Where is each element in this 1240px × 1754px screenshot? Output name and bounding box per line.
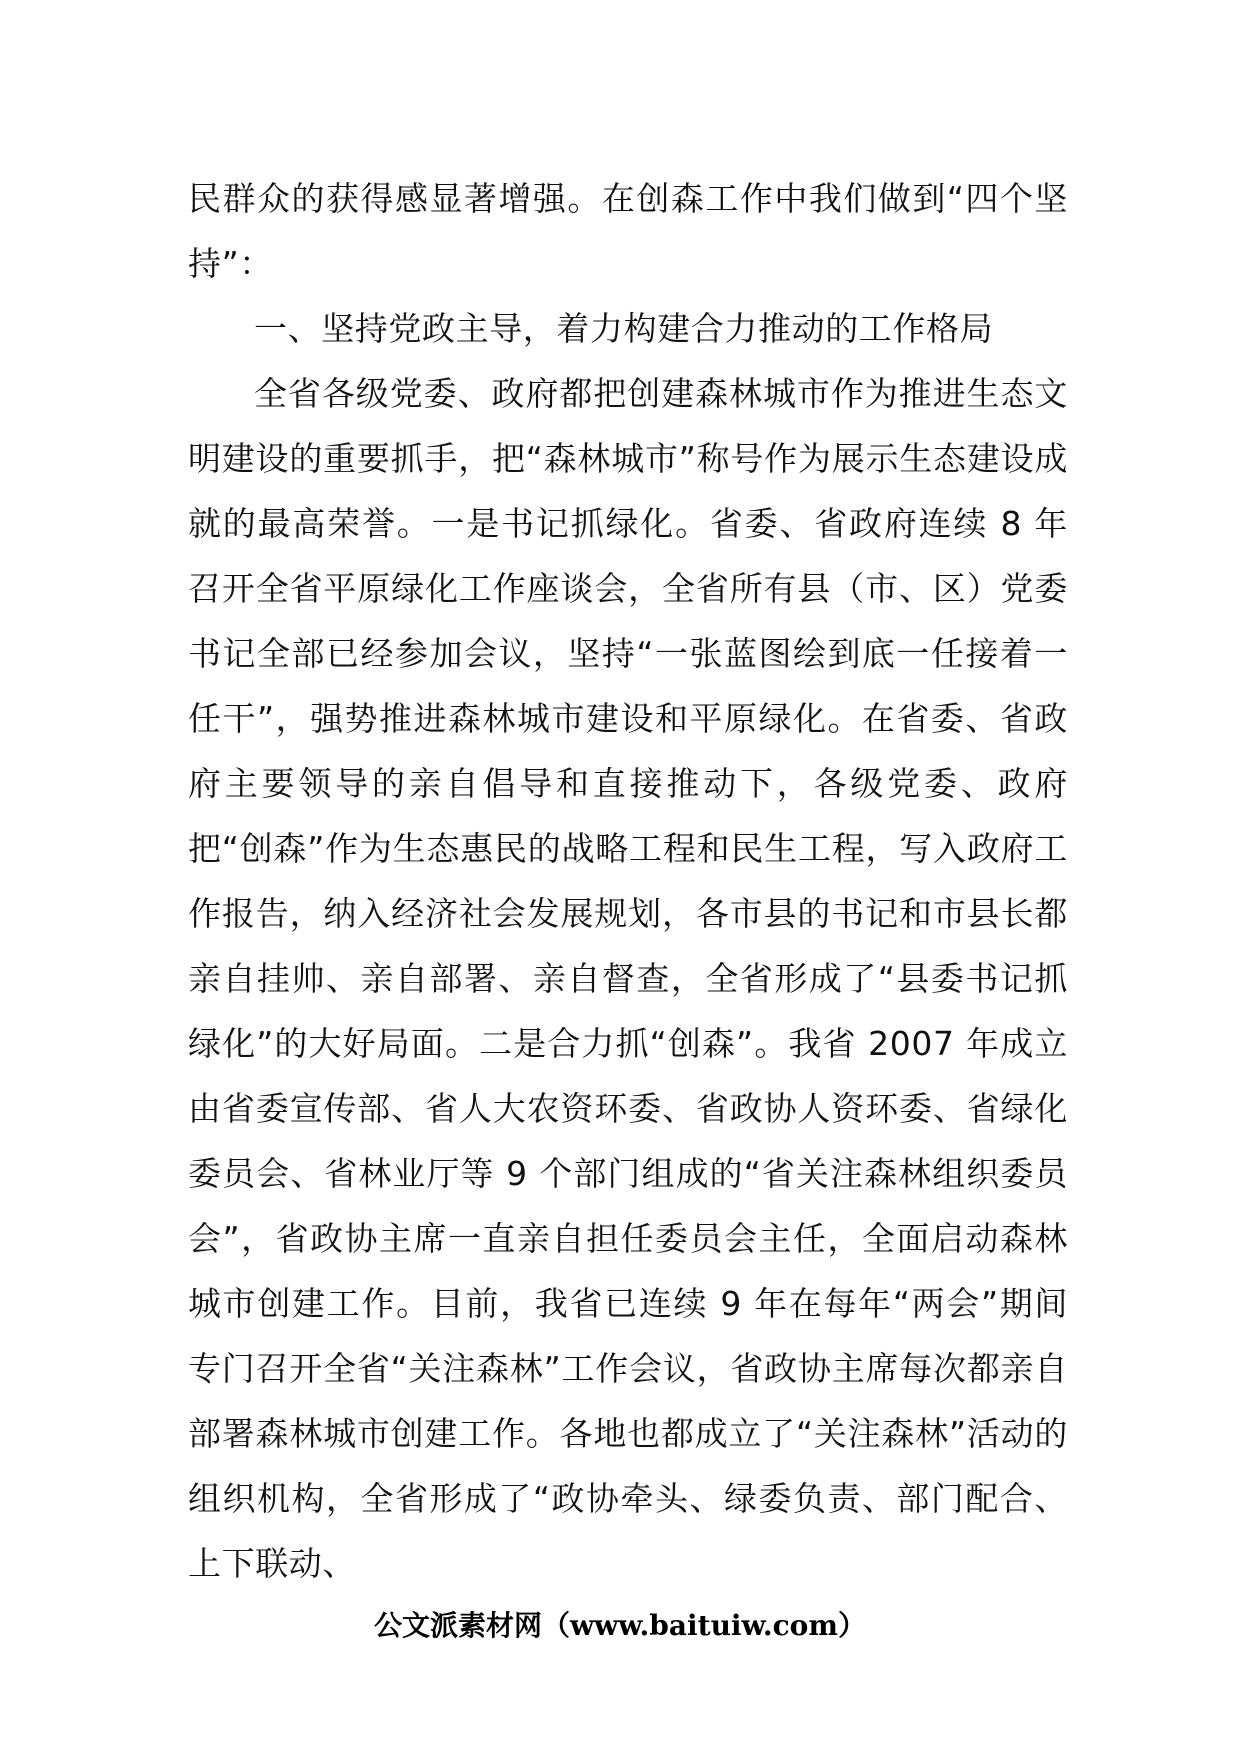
body-paragraph: 全省各级党委、政府都把创建森林城市作为推进生态文明建设的重要抓手，把“森林城市”称号作为展示生态建设成就的最高荣誉。一是书记抓绿化。省委、省政府连续 8 年召开全省平原绿化工作座谈会，全省所有县（市、区）党委书记全部已经参加会议，坚持“一张蓝图绘到底一任接着一任干”，强势推进森林城市建设和平原绿化。在省委、省政府主要领导的亲自倡导和直接推动下，各级党委、政府把“创森”作为生态惠民的战略工程和民生工程，写入政府工作报告，纳入经济社会发展规划，各市县的书记和市县长都亲自挂帅、亲自部署、亲自督查，全省形成了“县委书记抓绿化”的大好局面。二是合力抓“创森”。我省 2007 年成立由省委宣传部、省人大农资环委、省政协人资环委、省绿化委员会、省林业厅等 9 个部门组成的“省关注森林组织委员会”，省政协主席一直亲自担任委员会主任，全面启动森林城市创建工作。目前，我省已连续 9 年在每年“两会”期间专门召开全省“关注森林”工作会议，省政协主席每次都亲自部署森林城市创建工作。各地也都成立了“关注森林”活动的组织机构，全省形成了“政协牵头、绿委负责、部门配合、上下联动、 xyxy=(188,374,1068,1583)
document-body xyxy=(188,166,1068,1596)
intro-continuation-paragraph: 民群众的获得感显著增强。在创森工作中我们做到“四个坚持”： xyxy=(188,179,1068,283)
footer-watermark: 公文派素材网（www.baituiw.com） xyxy=(374,1609,866,1642)
section-heading: 一、坚持党政主导，着力构建合力推动的工作格局 xyxy=(254,309,994,348)
